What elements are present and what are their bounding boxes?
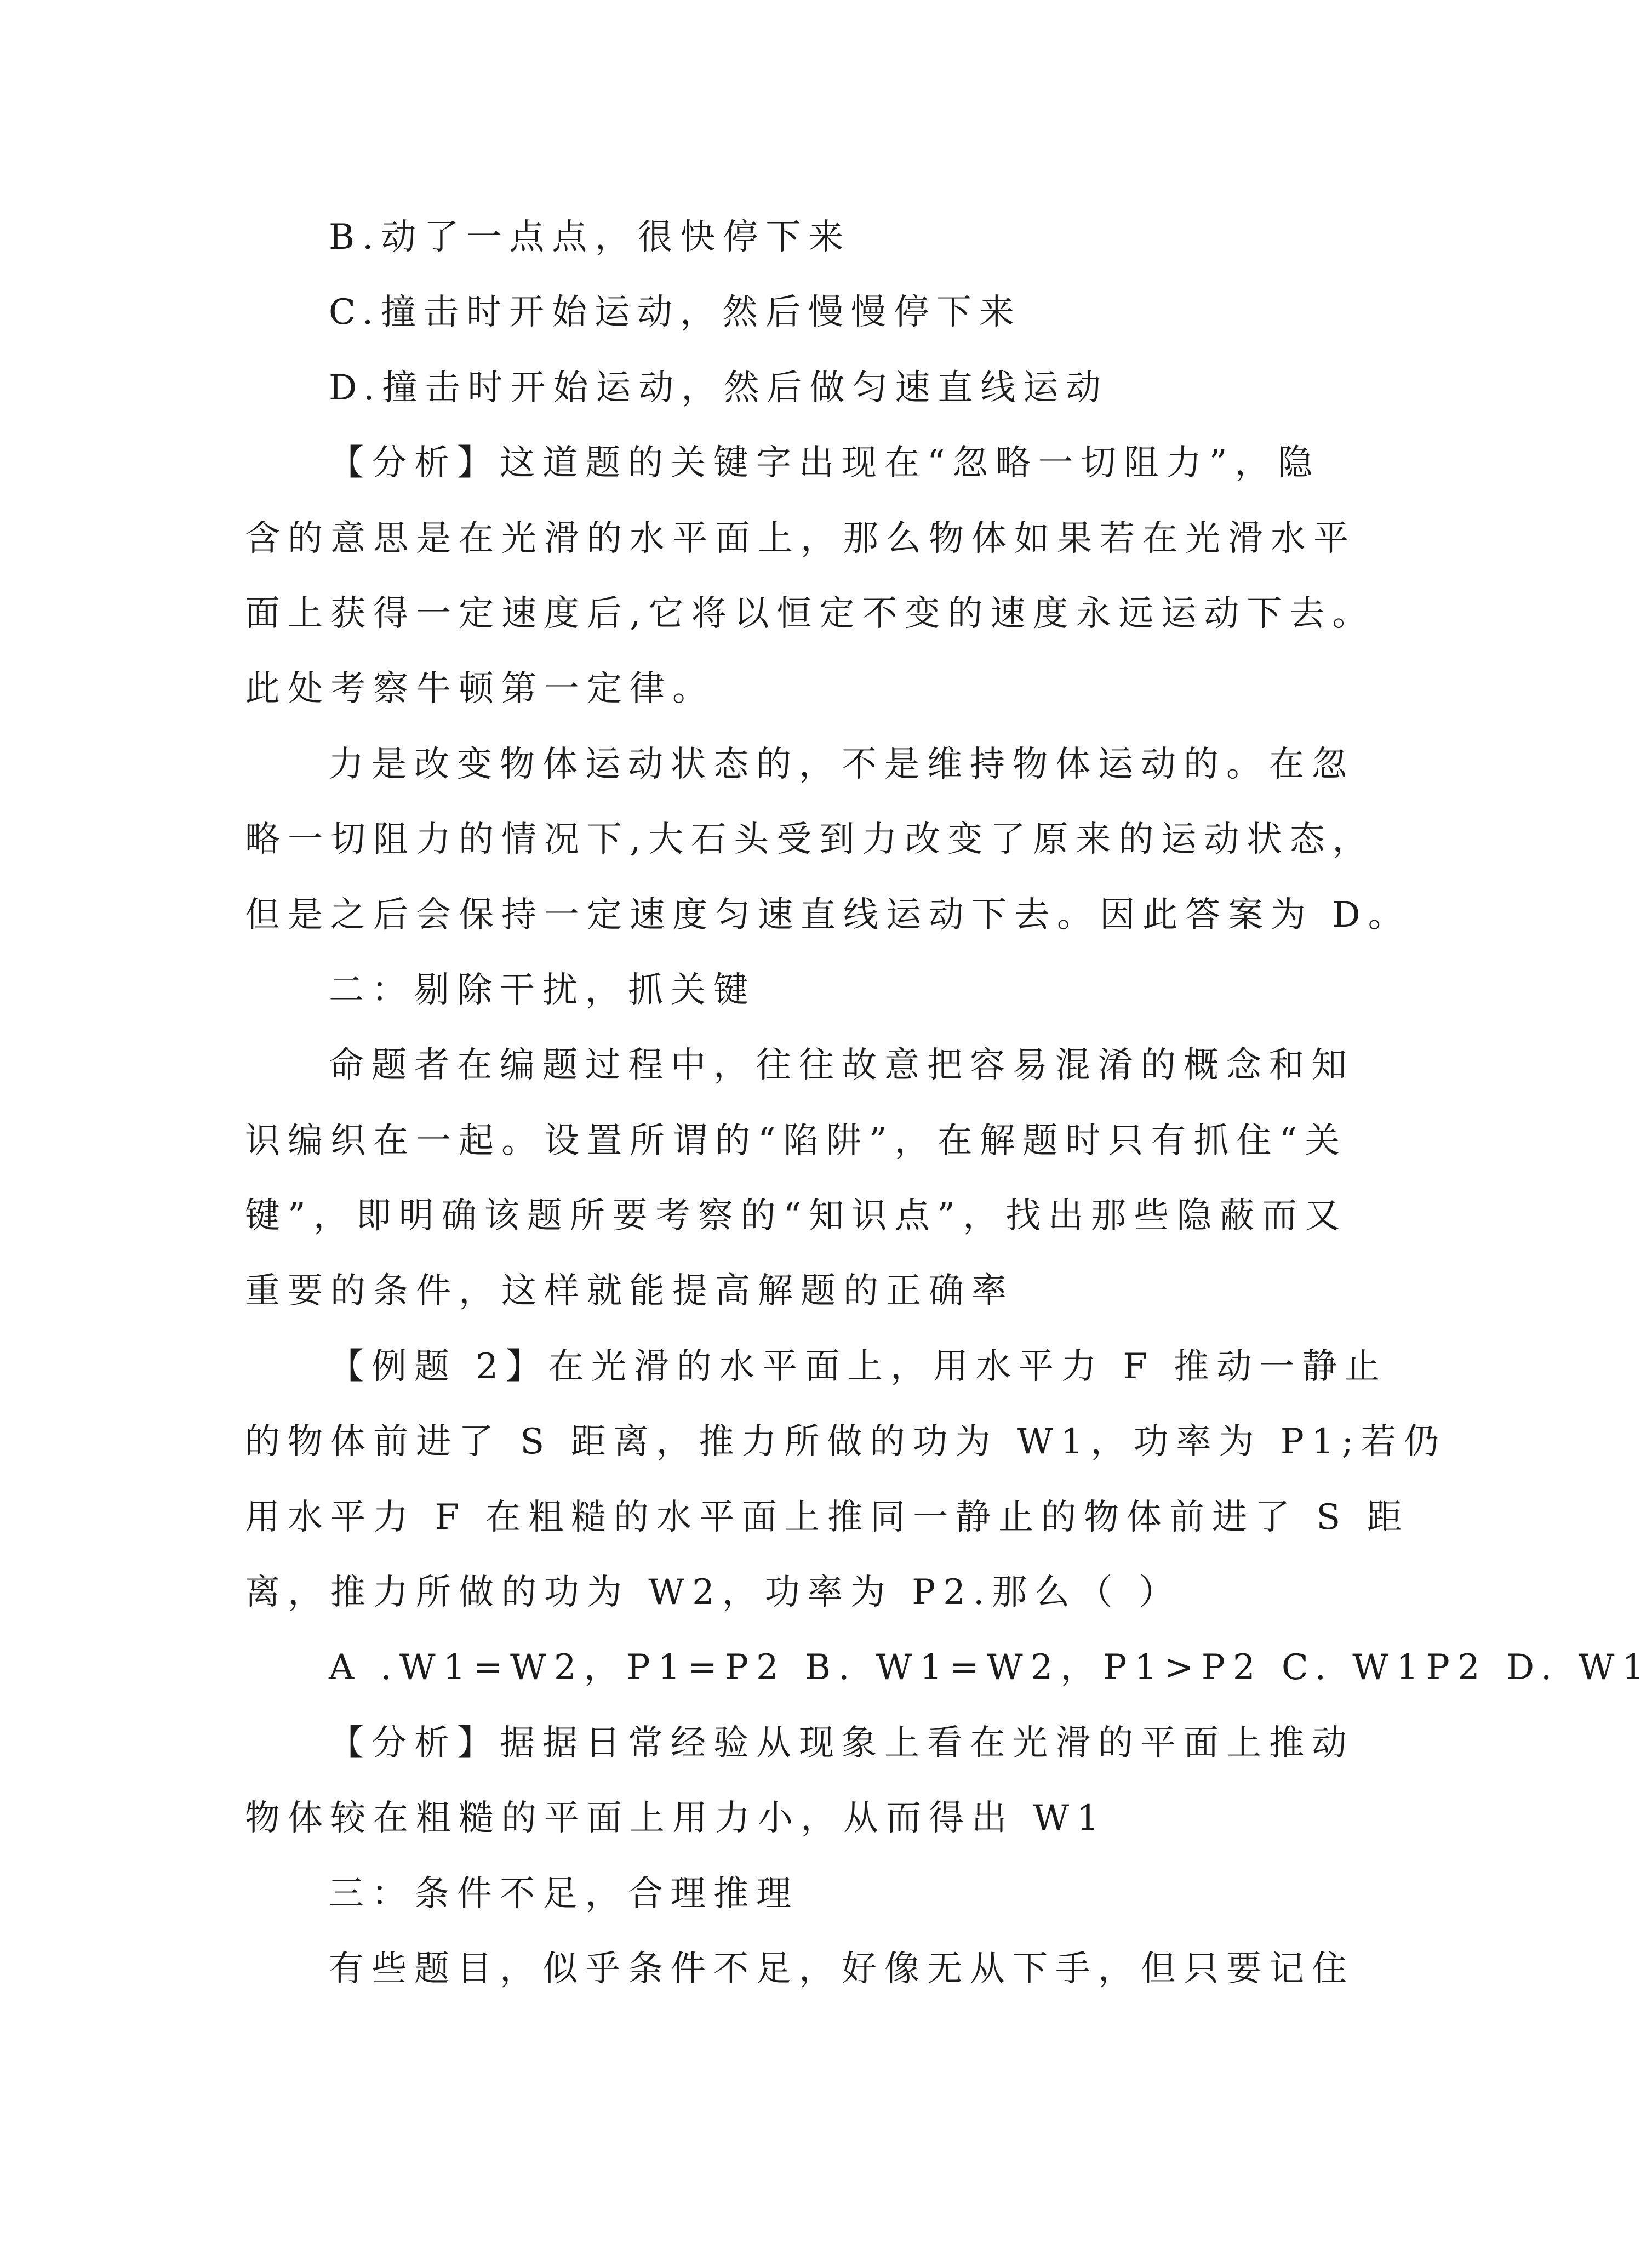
section-heading-3 xyxy=(245,1857,1421,1932)
analysis-paragraph-1 xyxy=(245,426,1421,727)
section-heading: 二：剔除干扰，抓关键 xyxy=(329,969,756,1011)
text-line: 【例题 2】在光滑的水平面上，用水平力 F 推动一静止 xyxy=(329,1346,1388,1387)
text-line: 物体较在粗糙的平面上用力小，从而得出 W1 xyxy=(245,1798,1107,1839)
text-line: 命题者在编题过程中，往往故意把容易混淆的概念和知 xyxy=(329,1045,1354,1086)
text-line: 【分析】这道题的关键字出现在“忽略一切阻力”，隐 xyxy=(329,443,1321,484)
text-line: D.撞击时开始运动，然后做匀速直线运动 xyxy=(329,367,1109,408)
text-line: A .W1=W2，P1=P2 B. W1=W2，P1>P2 C. W1P2 D. W1 xyxy=(329,1647,1652,1688)
text-line: C.撞击时开始运动，然后慢慢停下来 xyxy=(329,292,1022,333)
option-d-paragraph xyxy=(245,351,1421,426)
text-line: 用水平力 F 在粗糙的水平面上推同一静止的物体前进了 S 距 xyxy=(245,1497,1410,1538)
option-b-paragraph xyxy=(245,200,1421,275)
text-line: 力是改变物体运动状态的，不是维持物体运动的。在忽 xyxy=(329,744,1354,785)
explanation-paragraph xyxy=(245,727,1421,953)
text-line: 键”，即明确该题所要考察的“知识点”，找出那些隐蔽而又 xyxy=(245,1196,1348,1237)
analysis-paragraph-2 xyxy=(245,1706,1421,1857)
text-line: 的物体前进了 S 距离，推力所做的功为 W1，功率为 P1;若仍 xyxy=(245,1422,1447,1463)
text-line: 含的意思是在光滑的水平面上，那么物体如果若在光滑水平 xyxy=(245,518,1356,559)
text-line: B.动了一点点，很快停下来 xyxy=(329,217,851,258)
section-heading: 三：条件不足，合理推理 xyxy=(329,1873,799,1914)
text-line: 识编织在一起。设置所谓的“陷阱”，在解题时只有抓住“关 xyxy=(245,1120,1348,1161)
text-line: 有些题目，似乎条件不足，好像无从下手，但只要记住 xyxy=(329,1948,1354,1989)
text-line: 【分析】据据日常经验从现象上看在光滑的平面上推动 xyxy=(329,1722,1354,1763)
text-line: 但是之后会保持一定速度匀速直线运动下去。因此答案为 D。 xyxy=(245,894,1411,935)
text-line: 此处考察牛顿第一定律。 xyxy=(245,669,715,710)
section-3-body xyxy=(245,1932,1421,2007)
text-line: 离，推力所做的功为 W2，功率为 P2.那么（ ） xyxy=(245,1572,1182,1613)
text-line: 面上获得一定速度后,它将以恒定不变的速度永远运动下去。 xyxy=(245,593,1375,634)
example-2-paragraph xyxy=(245,1329,1447,1631)
text-line: 重要的条件，这样就能提高解题的正确率 xyxy=(245,1271,1014,1312)
section-2-body xyxy=(245,1028,1421,1329)
section-heading-2 xyxy=(245,953,1421,1028)
text-line: 略一切阻力的情况下,大石头受到力改变了原来的运动状态， xyxy=(245,819,1375,860)
example-2-options xyxy=(245,1630,1652,1705)
option-c-paragraph xyxy=(245,275,1421,350)
